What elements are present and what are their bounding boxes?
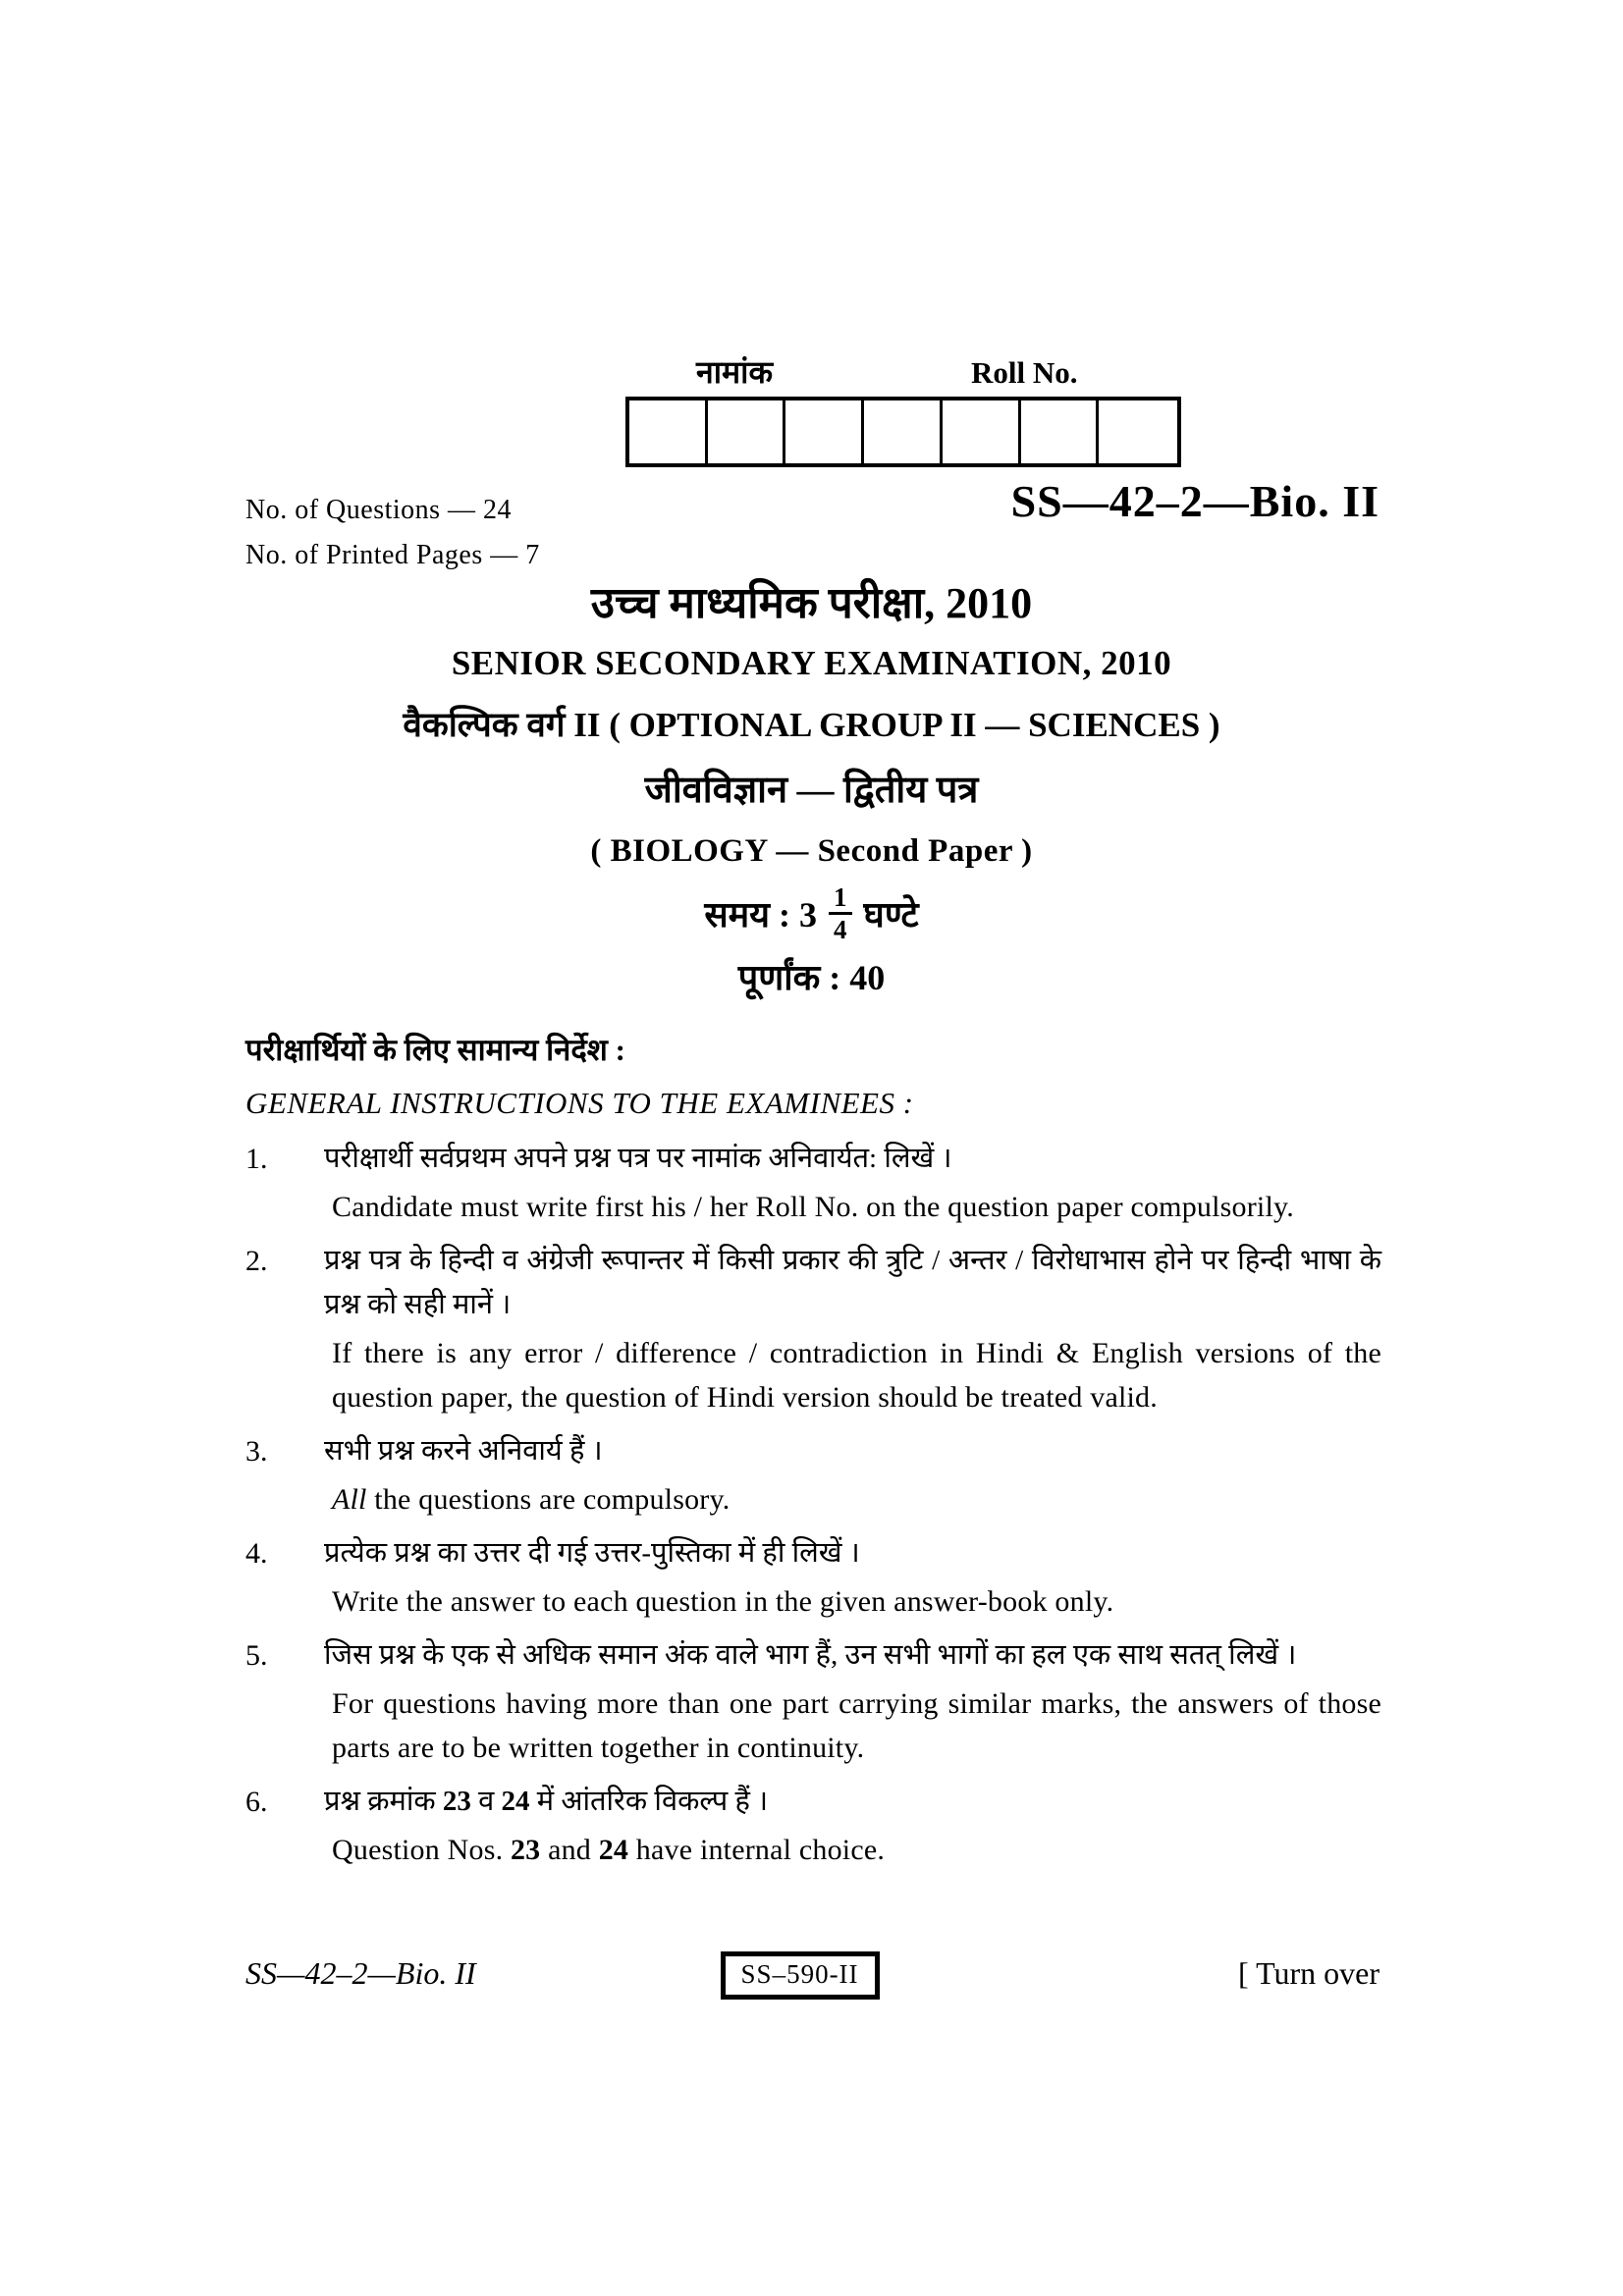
text-segment: the questions are compulsory. [366,1482,730,1516]
text-segment: and [540,1833,599,1866]
roll-cell[interactable] [708,400,786,463]
text-segment: में आंतरिक विकल्प हैं । [529,1785,769,1817]
instruction-text-english [324,1579,1381,1624]
header-meta-row [245,477,1380,585]
text-segment: प्रत्येक प्रश्न का उत्तर दी गई उत्तर-पुस्तिका में ही लिखें । [324,1536,860,1569]
instruction-text-english [324,1828,1381,1872]
text-segment: Question Nos. [332,1833,511,1866]
roll-label-hindi: नामांक [696,354,774,390]
text-segment: Write the answer to each question in the given answer-book only. [332,1584,1114,1618]
instruction-item [245,1531,1381,1631]
fraction-numerator: 1 [829,883,852,915]
optional-group-title: वैकल्पिक वर्ग II ( OPTIONAL GROUP II — SCIENCES ) [403,706,1220,744]
instruction-text-hindi [324,1633,1381,1678]
time-allowed [0,883,1623,944]
text-segment: प्रश्न पत्र के हिन्दी व अंग्रेजी रूपान्तर में किसी प्रकार की त्रुटि / अन्तर / विरोधाभास होने पर हिन्दी भाषा के प्रश्न को सही मानें । [324,1244,1381,1320]
roll-label-english: Roll No. [971,355,1078,390]
text-segment: व [470,1785,502,1817]
instruction-text-hindi [324,1429,1381,1473]
exam-title-english: SENIOR SECONDARY EXAMINATION, 2010 [451,644,1172,682]
roll-number-labels [625,351,1181,397]
time-fraction [829,883,852,944]
instructions-heading-hindi: परीक्षार्थियों के लिए सामान्य निर्देश : [245,1033,625,1067]
text-segment: प्रश्न क्रमांक [324,1785,443,1817]
fraction-denominator: 4 [834,915,847,945]
instruction-text-hindi [324,1239,1381,1327]
instructions-section [245,1029,1381,1882]
no-of-questions: No. of Questions — 24 [245,495,513,525]
instruction-text-english [324,1331,1381,1419]
roll-number-grid[interactable] [625,397,1181,467]
no-of-printed-pages: No. of Printed Pages — 7 [245,540,540,570]
title-block [0,571,1623,1000]
max-marks: पूर्णांक : 40 [737,957,886,997]
roll-number-section [625,351,1181,467]
exam-title-hindi: उच्च माध्यमिक परीक्षा, 2010 [590,579,1033,627]
instruction-text-hindi [324,1531,1381,1575]
text-segment: सभी प्रश्न करने अनिवार्य हैं । [324,1434,603,1467]
instructions-list [245,1137,1381,1880]
text-segment: Candidate must write first his / her Roll No. on the question paper compulsorily. [332,1190,1294,1223]
turn-over-label: [ Turn over [1237,1955,1380,1991]
footer-paper-code: SS—42–2—Bio. II [245,1955,476,1991]
instruction-item [245,1633,1381,1778]
roll-cell[interactable] [1099,400,1177,463]
instruction-number: 5. [245,1638,268,1672]
text-segment: 23 [510,1833,541,1866]
text-segment: have internal choice. [628,1833,886,1866]
text-segment: 23 [442,1785,471,1817]
instruction-body [324,1633,1381,1778]
subject-title-english: ( BIOLOGY — Second Paper ) [590,833,1033,869]
instruction-body [324,1780,1381,1880]
instruction-text-english [324,1477,1381,1522]
instruction-number: 1. [245,1143,268,1175]
text-segment: 24 [598,1833,629,1866]
instruction-item [245,1429,1381,1529]
instruction-item [245,1239,1381,1427]
text-segment: जिस प्रश्न के एक से अधिक समान अंक वाले भाग हैं, उन सभी भागों का हल एक साथ सतत् लिखें । [324,1638,1297,1671]
time-prefix: समय : 3 [704,895,818,935]
instruction-number: 3. [245,1434,268,1468]
subject-title-hindi: जीवविज्ञान — द्वितीय पत्र [644,770,979,811]
instructions-heading-english: GENERAL INSTRUCTIONS TO THE EXAMINEES : [245,1086,914,1120]
instruction-text-english [324,1185,1381,1229]
text-segment: 24 [501,1785,530,1817]
roll-cell[interactable] [943,400,1021,463]
instruction-body [324,1137,1381,1237]
roll-cell[interactable] [629,400,708,463]
text-segment: All [332,1482,367,1516]
text-segment: परीक्षार्थी सर्वप्रथम अपने प्रश्न पत्र पर नामांक अनिवार्यत: लिखें । [324,1143,952,1174]
header-meta-left [245,477,540,585]
page-footer [245,1951,1380,2010]
instruction-item [245,1137,1381,1237]
roll-cell[interactable] [785,400,864,463]
instruction-text-english [324,1682,1381,1770]
instruction-number: 2. [245,1244,268,1277]
time-suffix: घण्टे [863,895,919,935]
instruction-body [324,1239,1381,1427]
text-segment: If there is any error / difference / contradiction in Hindi & English versions of the question paper, the question of Hindi version should be treated valid. [332,1336,1381,1414]
instruction-text-hindi [324,1137,1381,1181]
instruction-item [245,1780,1381,1880]
instruction-text-hindi [324,1780,1381,1824]
instruction-number: 6. [245,1785,268,1818]
text-segment: For questions having more than one part carrying similar marks, the answers of those parts are to be written together in continuity. [332,1686,1381,1764]
instruction-body [324,1531,1381,1631]
footer-center-code: SS–590-II [721,1951,880,2000]
instruction-body [324,1429,1381,1529]
roll-cell[interactable] [1021,400,1100,463]
instruction-number: 4. [245,1536,268,1570]
roll-cell[interactable] [864,400,943,463]
paper-code: SS—42–2—Bio. II [1010,476,1380,526]
